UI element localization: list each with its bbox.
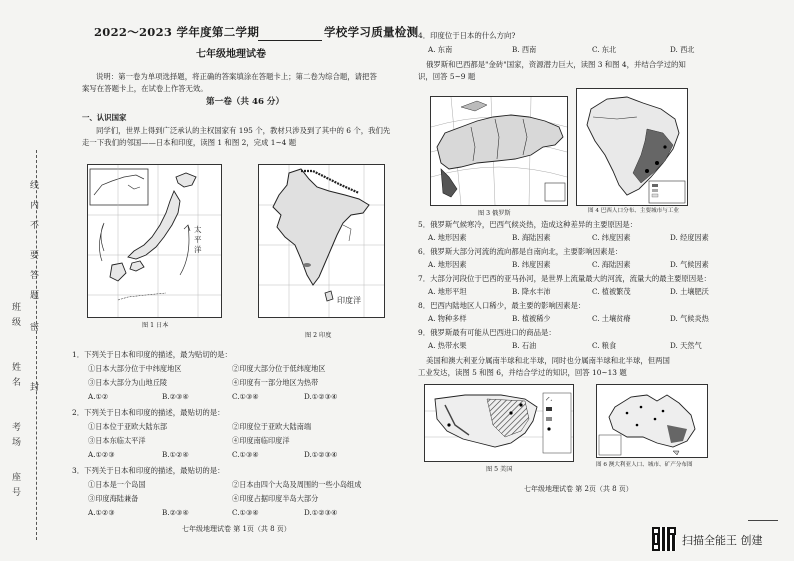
question-8-option-a[interactable]: A. 物种多样 bbox=[428, 314, 467, 323]
brazil-map-drawing bbox=[577, 89, 687, 205]
question-3-option-a[interactable]: A.①②③ bbox=[88, 508, 115, 517]
school-name-blank bbox=[258, 29, 322, 41]
russia-map-drawing bbox=[431, 97, 567, 205]
question-3-statement-4: ④印度占据印度半岛大部分 bbox=[232, 494, 319, 503]
question-4-stem: 4．印度位于日本的什么方向? bbox=[418, 31, 516, 40]
binding-char: 不 bbox=[30, 221, 40, 231]
usa-map-drawing bbox=[425, 385, 573, 461]
map-australia bbox=[596, 384, 708, 458]
russia-brazil-intro-line-2: 识，回答 5~9 题 bbox=[418, 72, 476, 81]
question-2-option-a[interactable]: A.①②③ bbox=[88, 450, 115, 459]
question-7-option-a[interactable]: A. 地形平坦 bbox=[428, 287, 467, 296]
map-brazil bbox=[576, 88, 688, 206]
usa-australia-intro-line-1: 美国和澳大利亚分属南半球和北半球，同时也分属南半球和北半球，但两国 bbox=[426, 356, 670, 365]
binding-char: 线 bbox=[30, 181, 40, 191]
section-heading: 一、认识国家 bbox=[82, 113, 127, 122]
binding-char: 内 bbox=[30, 201, 40, 211]
question-5-option-c[interactable]: C. 纬度因素 bbox=[592, 233, 631, 242]
question-4-option-a[interactable]: A. 东南 bbox=[428, 45, 453, 54]
binding-char: 题 bbox=[30, 291, 40, 301]
intro-line-2: 走一下我们的邻国——日本和印度，读图 1 和图 2，完成 1~4 题 bbox=[82, 138, 297, 147]
question-9-option-d[interactable]: D. 天然气 bbox=[670, 341, 702, 350]
question-7-option-d[interactable]: D. 土壤肥沃 bbox=[670, 287, 709, 296]
watermark-text: 扫描全能王 创建 bbox=[682, 534, 763, 547]
question-7-option-b[interactable]: B. 降水丰沛 bbox=[512, 287, 551, 296]
exam-title-part-a: 2022～2023 学年度第二学期 bbox=[94, 25, 260, 39]
question-2-option-d[interactable]: D.①②③④ bbox=[304, 450, 338, 459]
question-2-stem: 2．下列关于日本和印度的描述，最贴切的是： bbox=[72, 408, 225, 417]
question-1-statement-3: ③日本大部分为山地丘陵 bbox=[88, 378, 168, 387]
exam-title-part-b: 学校学习质量检测 bbox=[324, 25, 419, 39]
binding-char: 密 bbox=[30, 323, 40, 333]
question-3-statement-1: ①日本是一个岛国 bbox=[88, 480, 146, 489]
question-1-statement-1: ①日本大部分位于中纬度地区 bbox=[88, 364, 182, 373]
question-1-statement-4: ④印度有一部分地区为热带 bbox=[232, 378, 319, 387]
question-2-statement-4: ④印度南临印度洋 bbox=[232, 436, 290, 445]
binding-char: 名 bbox=[12, 378, 22, 388]
question-1-stem: 1．下列关于日本和印度的描述，最为贴切的是： bbox=[72, 350, 232, 359]
question-9-option-a[interactable]: A. 热带水果 bbox=[428, 341, 467, 350]
binding-char: 答 bbox=[30, 271, 40, 281]
map-russia bbox=[430, 96, 568, 206]
binding-char: 座 bbox=[12, 473, 22, 483]
question-6-option-a[interactable]: A. 地形因素 bbox=[428, 260, 467, 269]
question-3-option-b[interactable]: B.②③④ bbox=[162, 508, 189, 517]
figure-2-caption: 图 2 印度 bbox=[305, 332, 332, 339]
question-8-option-d[interactable]: D. 气候炎热 bbox=[670, 314, 709, 323]
figure-5-caption: 图 5 美国 bbox=[486, 466, 513, 473]
question-5-option-b[interactable]: B. 海陆因素 bbox=[512, 233, 551, 242]
question-1-option-b[interactable]: B.②③④ bbox=[162, 392, 189, 401]
binding-char: 场 bbox=[12, 438, 22, 448]
question-4-option-c[interactable]: C. 东北 bbox=[592, 45, 617, 54]
instructions-line-2: 案写在答题卡上，在试卷上作答无效。 bbox=[82, 84, 208, 93]
figure-6-caption: 图 6 澳大利亚人口、城市、矿产分布图 bbox=[596, 462, 693, 468]
question-5-option-a[interactable]: A. 地形因素 bbox=[428, 233, 467, 242]
question-2-statement-3: ③日本东临太平洋 bbox=[88, 436, 146, 445]
question-1-option-c[interactable]: C.①③④ bbox=[232, 392, 259, 401]
corner-rule bbox=[748, 520, 778, 521]
figure-1-caption: 图 1 日本 bbox=[142, 322, 169, 329]
instructions-line-1: 说明：第一卷为单项选择题，将正确的答案填涂在答题卡上；第二卷为综合题，请把答 bbox=[96, 72, 377, 81]
question-8-option-b[interactable]: B. 植被稀少 bbox=[512, 314, 551, 323]
question-1-option-a[interactable]: A.①② bbox=[88, 392, 109, 401]
question-8-option-c[interactable]: C. 土壤贫瘠 bbox=[592, 314, 631, 323]
question-3-stem: 3．下列关于日本和印度的描述，最贴切的是： bbox=[72, 466, 225, 475]
question-2-option-c[interactable]: C.①③④ bbox=[232, 450, 259, 459]
question-7-stem: 7．大部分河段位于巴西的亚马孙河，是世界上流量最大的河流，流量大的最主要原因是： bbox=[418, 274, 711, 283]
question-6-stem: 6．俄罗斯大部分河流的流向都是自南向北，主要影响因素是： bbox=[418, 247, 623, 256]
question-8-stem: 8．巴西内陆地区人口稀少，最主要的影响因素是： bbox=[418, 301, 586, 310]
question-6-option-c[interactable]: C. 海陆因素 bbox=[592, 260, 631, 269]
australia-map-drawing bbox=[597, 385, 707, 457]
binding-char: 级 bbox=[12, 318, 22, 328]
question-9-option-c[interactable]: C. 粮食 bbox=[592, 341, 617, 350]
question-2-statement-2: ②印度位于亚欧大陆南端 bbox=[232, 422, 312, 431]
part-one-heading: 第一卷（共 46 分） bbox=[206, 97, 285, 107]
question-5-option-d[interactable]: D. 经度因素 bbox=[670, 233, 709, 242]
page-2-footer: 七年级地理试卷 第 2页（共 8 页） bbox=[524, 485, 633, 493]
question-2-statement-1: ①日本位于亚欧大陆东部 bbox=[88, 422, 168, 431]
question-9-stem: 9．俄罗斯最有可能从巴西进口的商品是： bbox=[418, 328, 556, 337]
binding-char: 姓 bbox=[12, 363, 22, 373]
question-5-stem: 5．俄罗斯气候寒冷，巴西气候炎热，造成这种差异的主要原因是： bbox=[418, 220, 638, 229]
question-6-option-d[interactable]: D. 气候因素 bbox=[670, 260, 709, 269]
question-3-statement-2: ②日本由四个大岛及周围的一些小岛组成 bbox=[232, 480, 362, 489]
intro-line-1: 同学们，世界上得到广泛承认的主权国家有 195 个，教材只涉及到了其中的 6 个，我们先 bbox=[96, 126, 391, 135]
india-map-drawing bbox=[259, 165, 384, 317]
map-japan bbox=[87, 164, 222, 318]
binding-char: 封 bbox=[30, 383, 40, 393]
figure-3-caption: 图 3 俄罗斯 bbox=[478, 210, 511, 217]
question-4-option-d[interactable]: D. 西北 bbox=[670, 45, 695, 54]
pacific-ocean-label: 太平洋 bbox=[194, 225, 202, 254]
page-1-footer: 七年级地理试卷 第 1页（共 8 页） bbox=[182, 525, 291, 533]
map-india bbox=[258, 164, 385, 318]
exam-subtitle: 七年级地理试卷 bbox=[196, 49, 266, 60]
usa-australia-intro-line-2: 工业发达，读图 5 和图 6，并结合学过的知识，回答 10~13 题 bbox=[418, 368, 627, 377]
question-3-option-d[interactable]: D.①②③④ bbox=[304, 508, 338, 517]
question-2-option-b[interactable]: B.①②④ bbox=[162, 450, 189, 459]
question-1-statement-2: ②印度大部分位于低纬度地区 bbox=[232, 364, 326, 373]
map-usa bbox=[424, 384, 574, 462]
russia-brazil-intro-line-1: 俄罗斯和巴西都是"金砖"国家，资源潜力巨大，读图 3 和图 4，并结合学过的知 bbox=[426, 60, 686, 69]
qr-code bbox=[652, 527, 676, 551]
question-1-option-d[interactable]: D.①②③④ bbox=[304, 392, 338, 401]
question-6-option-b[interactable]: B. 纬度因素 bbox=[512, 260, 551, 269]
figure-4-caption: 图 4 巴西人口分布、主要城市与工业 bbox=[588, 208, 680, 214]
question-7-option-c[interactable]: C. 植被繁茂 bbox=[592, 287, 631, 296]
binding-char: 要 bbox=[30, 251, 40, 261]
indian-ocean-label: 印度洋 bbox=[337, 296, 361, 305]
question-9-option-b[interactable]: B. 石油 bbox=[512, 341, 537, 350]
question-3-statement-3: ③印度海陆兼备 bbox=[88, 494, 139, 503]
binding-char: 班 bbox=[12, 303, 22, 313]
question-4-option-b[interactable]: B. 西南 bbox=[512, 45, 537, 54]
binding-margin bbox=[0, 0, 70, 561]
binding-char: 号 bbox=[12, 488, 22, 498]
question-3-option-c[interactable]: C.①③④ bbox=[232, 508, 259, 517]
binding-char: 考 bbox=[12, 423, 22, 433]
